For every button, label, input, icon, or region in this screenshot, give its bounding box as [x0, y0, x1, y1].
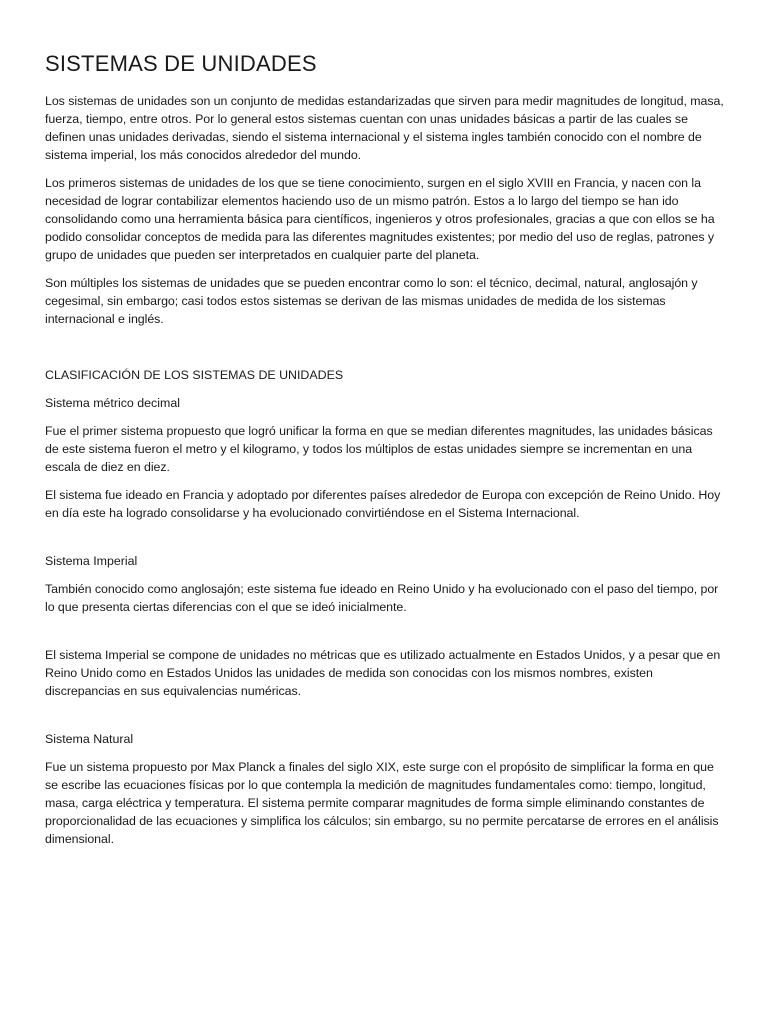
spacer: [45, 532, 725, 552]
intro-paragraph-2: Los primeros sistemas de unidades de los que se tiene conocimiento, surgen en el siglo XVIII en Francia, y nacen con la necesidad de lograr contabilizar elementos haciendo uso de un mismo patrón. Estos a lo largo del tiempo se han ido consolidando como una herramienta básica para científicos, ingenieros y otros profesionales, gracias a que con ellos se ha podido consolidar conceptos de medida para las diferentes magnitudes existentes; por medio del uso de reglas, patrones y grupo de unidades que pueden ser interpretados en cualquier parte del planeta.: [45, 176, 715, 262]
imperial-paragraph-2: El sistema Imperial se compone de unidades no métricas que es utilizado actualmente en Estados Unidos, y a pesar que en Reino Unido como en Estados Unidos las unidades de medida son conocidas con los mismos nombres, existen discrepancias en sus equivalencias numéricas.: [45, 648, 721, 698]
natural-paragraph-1: Fue un sistema propuesto por Max Planck a finales del siglo XIX, este surge con el propósito de simplificar la forma en que se escribe las ecuaciones físicas por lo que contempla la medición de magnitudes fundamentales como: tiempo, longitud, masa, carga eléctrica y temperatura. El sistema permite comparar magnitudes de forma simple eliminando constantes de proporcionalidad de las ecuaciones y simplifica los cálculos; sin embargo, su no permite percatarse de errores en el análisis dimensional.: [45, 760, 719, 846]
spacer: [45, 338, 725, 366]
classification-heading: CLASIFICACIÓN DE LOS SISTEMAS DE UNIDADES: [45, 368, 344, 382]
intro-paragraph-1: Los sistemas de unidades son un conjunto de medidas estandarizadas que sirven para medir magnitudes de longitud, masa, fuerza, tiempo, entre otros. Por lo general estos sistemas cuentan con unas unidades básicas a partir de las cuales se definen unas unidades derivadas, siendo el sistema internacional y el sistema ingles también conocido con el nombre de sistema imperial, los más conocidos alrededor del mundo.: [45, 94, 724, 162]
document-title: SISTEMAS DE UNIDADES: [45, 51, 317, 76]
spacer: [45, 710, 725, 730]
natural-heading: Sistema Natural: [45, 732, 134, 746]
metric-paragraph-1: Fue el primer sistema propuesto que logró unificar la forma en que se median diferentes magnitudes, las unidades básicas de este sistema fueron el metro y el kilogramo, y todos los múltiplos de estas unidades siempre se incrementan en una escala de diez en diez.: [45, 424, 713, 474]
metric-heading: Sistema métrico decimal: [45, 396, 180, 410]
document-page: [45, 50, 725, 858]
metric-paragraph-2: El sistema fue ideado en Francia y adoptado por diferentes países alrededor de Europa con excepción de Reino Unido. Hoy en día este ha logrado consolidarse y ha evolucionado convirtiéndose en el Sistema Internacional.: [45, 488, 721, 520]
imperial-paragraph-1: También conocido como anglosajón; este sistema fue ideado en Reino Unido y ha evolucionado con el paso del tiempo, por lo que presenta ciertas diferencias con el que se ideó inicialmente.: [45, 582, 719, 614]
intro-paragraph-3: Son múltiples los sistemas de unidades que se pueden encontrar como lo son: el técnico, decimal, natural, anglosajón y cegesimal, sin embargo; casi todos estos sistemas se derivan de las mismas unidades de medida de los sistemas internacional e inglés.: [45, 276, 698, 326]
imperial-heading: Sistema Imperial: [45, 554, 138, 568]
spacer: [45, 626, 725, 646]
